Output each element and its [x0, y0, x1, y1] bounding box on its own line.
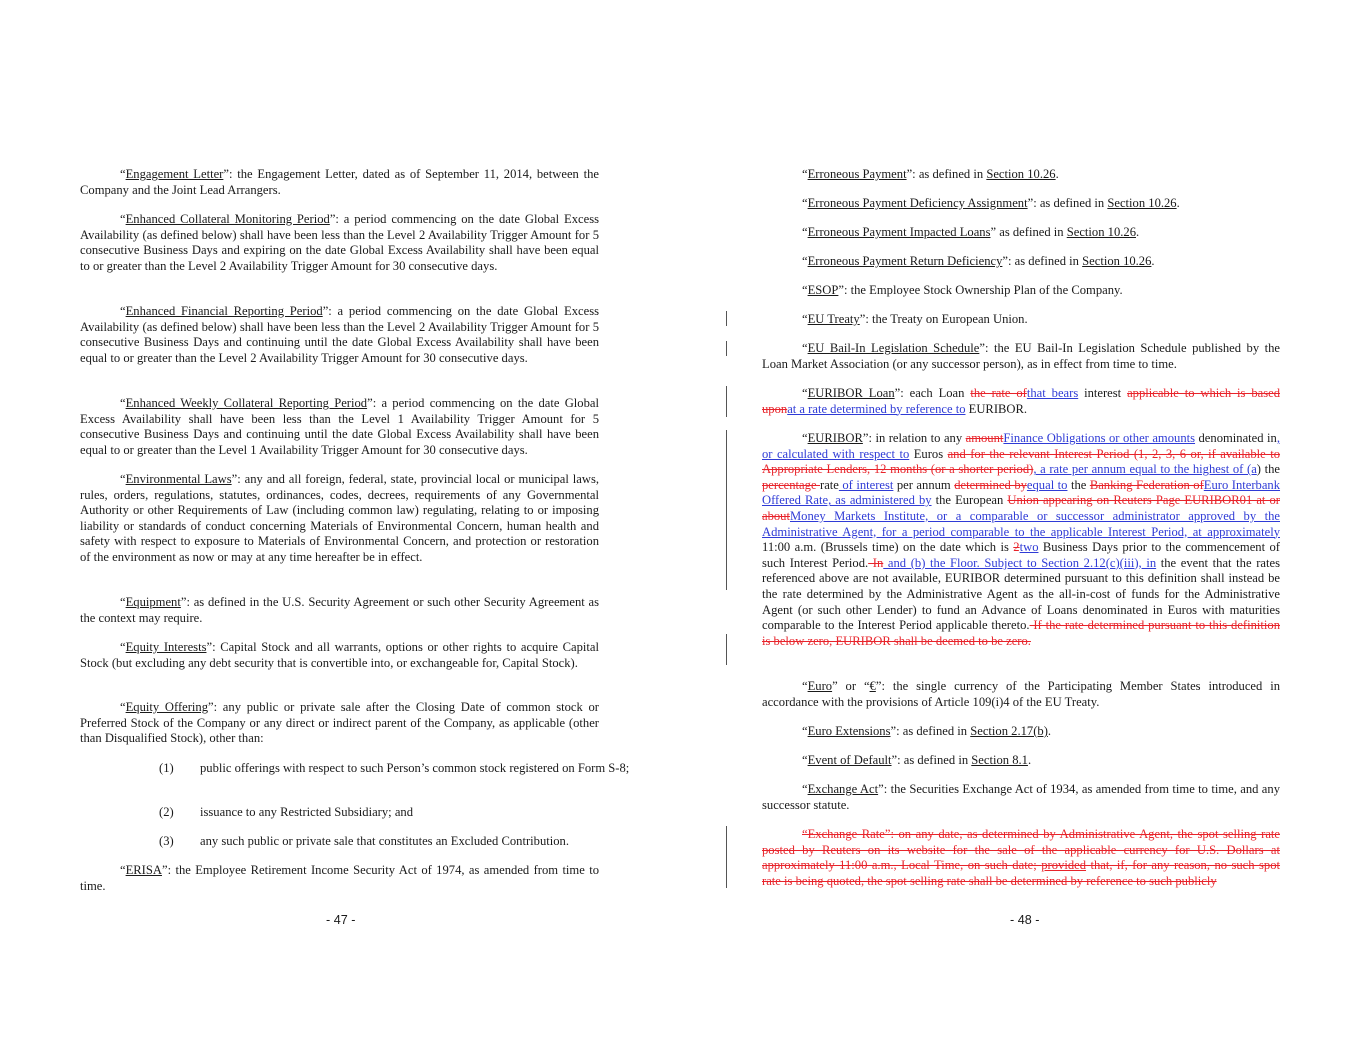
- change-bar: [726, 634, 727, 665]
- definition-euro: “Euro” or “€”: the single currency of the Participating Member States introduced in accordance with the provisions of Article 109(i)4 of the EU Treaty.: [762, 679, 1281, 709]
- deleted-text: the rate of: [970, 386, 1027, 400]
- defined-term: Euro: [807, 679, 833, 693]
- definition-erroneous-return: “Erroneous Payment Return Deficiency”: as defined in Section 10.26.: [802, 254, 1155, 268]
- change-bar: [726, 826, 727, 888]
- inserted-text: , a rate per annum equal to the highest of (a: [1033, 462, 1257, 477]
- defined-term: €: [869, 679, 876, 693]
- defined-term: Equipment: [125, 595, 181, 609]
- defined-term: Erroneous Payment Return Deficiency: [807, 254, 1003, 268]
- definition-erroneous-payment: “Erroneous Payment”: as defined in Section 10.26.: [802, 167, 1059, 181]
- definition-event-of-default: “Event of Default”: as defined in Section 8.1.: [802, 753, 1032, 767]
- inserted-text: , or calculated with respect to: [762, 431, 1280, 461]
- page-number: - 47 -: [326, 913, 356, 927]
- deleted-text: 2: [1013, 540, 1020, 555]
- inserted-text: equal to: [1026, 477, 1068, 492]
- section-reference[interactable]: Section 2.17(b): [970, 724, 1048, 738]
- list-item: (1) public offerings with respect to such Person’s common stock registered on Form S-8;: [159, 761, 630, 775]
- defined-term: Erroneous Payment Impacted Loans: [807, 225, 991, 239]
- definition-eu-bailin: “EU Bail-In Legislation Schedule”: the EU Bail-In Legislation Schedule published by the Loan Market Association (or any successor person), as in effect from time to time.: [762, 341, 1280, 371]
- definition-exchange-rate: [762, 827, 1280, 889]
- definition-equity-offering: “Equity Offering”: any public or private sale after the Closing Date of common stock or Preferred Stock of the Company or any direct or indirect parent of the Company, as applicable (other than Disqualified Stock), other than:: [80, 700, 599, 746]
- definition-euribor-loan: “EURIBOR Loan”: each Loan the rate ofthat bears interest applicable to which is based uponat a rate determined by reference to EURIBOR.: [762, 386, 1280, 416]
- deleted-text: that, if, for any reason, no such spot rate is being quoted, the spot selling rate shall be determined by reference to such publicly: [762, 858, 1281, 888]
- change-bar: [726, 311, 727, 326]
- definition-engagement-letter: “Engagement Letter”: the Engagement Letter, dated as of September 11, 2014, between the Company and the Joint Lead Arrangers.: [80, 167, 599, 197]
- section-reference[interactable]: Section 10.26: [1082, 254, 1152, 268]
- definition-enhanced-financial: “Enhanced Financial Reporting Period”: a period commencing on the date Global Excess Availability (as defined below) shall have been less than the Level 2 Availability Trigger Amount for 5 consecutive Business Days and continuing until the date Global Excess Availability shall have been equal to or greater than the Level 2 Availability Trigger Amount for 30 consecutive days.: [80, 304, 599, 365]
- definition-erroneous-deficiency: “Erroneous Payment Deficiency Assignment”: as defined in Section 10.26.: [802, 196, 1180, 210]
- change-bar: [726, 386, 727, 417]
- change-bar: [726, 341, 727, 356]
- page-number: - 48 -: [1010, 913, 1040, 927]
- inserted-text: and (b) the Floor. Subject to Section 2.12(c)(iii), in: [883, 555, 1157, 570]
- defined-term: Exchange Act: [807, 782, 879, 796]
- defined-term: Environmental Laws: [125, 472, 232, 486]
- section-reference[interactable]: Section 10.26: [1107, 196, 1177, 210]
- defined-term: ESOP: [807, 283, 839, 297]
- defined-term: Equity Interests: [125, 640, 207, 654]
- inserted-text: Euro Interbank Offered Rate, as administered by: [762, 477, 1281, 508]
- deleted-text: Banking Federation of: [1089, 477, 1204, 492]
- definition-equipment: “Equipment”: as defined in the U.S. Security Agreement or such other Security Agreement as the context may require.: [80, 595, 599, 625]
- defined-term: Enhanced Financial Reporting Period: [125, 304, 323, 318]
- inserted-text: at a rate determined by reference to: [787, 401, 966, 416]
- deleted-text: percentage: [762, 477, 821, 492]
- defined-term: Erroneous Payment: [807, 167, 907, 181]
- deleted-text: “Exchange Rate”: on any date, as determined by Administrative Agent, the spot selling rate posted by Reuters on its website for the sale of the applicable currency for U.S. Dollars at approximately 11:00 a.m., Local Time, on such date;: [762, 827, 1280, 873]
- inserted-text: of interest: [838, 477, 894, 492]
- list-item: (3) any such public or private sale that constitutes an Excluded Contribution.: [159, 834, 569, 848]
- definition-environmental-laws: “Environmental Laws”: any and all foreign, federal, state, provincial local or municipal laws, rules, orders, regulations, statutes, ordinances, codes, decrees, requirements of any Governmental Authority or other Requirements of Law (including common law) regulating, relating to or imposing liability or standards of conduct concerning Materials of Environmental Concern, human health and safety with respect to exposure to Materials of Environmental Concern, and protection or restoration of the environment as now or may at any time hereafter be in effect.: [80, 472, 599, 564]
- inserted-text: Money Markets Institute, or a comparable or successor administrator approved by the Administrative Agent, for a period comparable to the applicable Interest Period, at approximately: [762, 508, 1280, 539]
- deleted-text: Union appearing on Reuters Page EURIBOR01 at or about: [762, 493, 1280, 523]
- definition-euro-extensions: “Euro Extensions”: as defined in Section 2.17(b).: [802, 724, 1052, 738]
- deleted-text: amount: [965, 431, 1004, 445]
- definition-euribor: “EURIBOR”: in relation to any amountFinance Obligations or other amounts denominated in, or calculated with respect to Euros and for the relevant Interest Period (1, 2, 3, 6 or, if available to Appropriate Lenders, 12 months (or a shorter period), a rate per annum equal to the highest of (a) the percentage rate of interest per annum determined byequal to the Banking Federation ofEuro Interbank Offered Rate, as administered by the European Union appearing on Reuters Page EURIBOR01 at or aboutMoney Markets Institute, or a comparable or successor administrator approved by the Administrative Agent, for a period comparable to the applicable Interest Period, at approximately 11:00 a.m. (Brussels time) on the date which is 2two Business Days prior to the commencement of such Interest Period. In and (b) the Floor. Subject to Section 2.12(c)(iii), in the event that the rates referenced above are not available, EURIBOR determined pursuant to this definition shall instead be the rate determined by the Administrative Agent as the all-in-cost of funds for the Administrative Agent (or such other Lender) to fund an Advance of Loans denominated in Euros with maturities comparable to the Interest Period applicable thereto. If the rate determined pursuant to this definition is below zero, EURIBOR shall be deemed to be zero.: [762, 431, 1281, 648]
- definition-enhanced-collateral: “Enhanced Collateral Monitoring Period”: a period commencing on the date Global Excess Availability (as defined below) shall have been less than the Level 2 Availability Trigger Amount for 5 consecutive Business Days and expiring on the date Global Excess Availability shall have been equal to or greater than the Level 2 Availability Trigger Amount for 30 consecutive days.: [80, 212, 599, 273]
- defined-term: Equity Offering: [125, 700, 209, 714]
- change-bar: [726, 430, 727, 590]
- section-reference[interactable]: Section 10.26: [1066, 225, 1136, 239]
- deleted-text: and for the relevant Interest Period (1, 2, 3, 6 or, if available to Appropriate Lenders, 12 months (or a shorter period): [762, 446, 1281, 477]
- defined-term: EU Bail-In Legislation Schedule: [807, 341, 980, 355]
- definition-enhanced-weekly: “Enhanced Weekly Collateral Reporting Period”: a period commencing on the date Global Excess Availability shall have been less than the Level 1 Availability Trigger Amount for 5 consecutive Business Days and continuing until the date Global Excess Availability shall have been equal to or greater than the Level 1 Availability Trigger Amount for 30 consecutive days.: [80, 396, 599, 457]
- defined-term: EU Treaty: [807, 312, 860, 326]
- deleted-text: If the rate determined pursuant to this definition is below zero, EURIBOR shall be deemed to be zero.: [762, 618, 1280, 648]
- defined-term: Enhanced Weekly Collateral Reporting Period: [125, 396, 368, 410]
- definition-erisa: “ERISA”: the Employee Retirement Income Security Act of 1974, as amended from time to time.: [80, 863, 599, 893]
- defined-term: Event of Default: [807, 753, 892, 767]
- definition-eu-treaty: “EU Treaty”: the Treaty on European Union.: [802, 312, 1028, 326]
- inserted-text: that bears: [1026, 386, 1079, 400]
- definition-erroneous-impacted: “Erroneous Payment Impacted Loans” as defined in Section 10.26.: [802, 225, 1140, 239]
- deleted-text: applicable to which is based upon: [762, 386, 1280, 416]
- section-reference[interactable]: Section 10.26: [986, 167, 1056, 181]
- defined-term: ERISA: [125, 863, 162, 877]
- defined-term: EURIBOR: [807, 431, 863, 445]
- defined-term: Engagement Letter: [125, 167, 224, 181]
- definition-exchange-act: “Exchange Act”: the Securities Exchange Act of 1934, as amended from time to time, and any successor statute.: [762, 782, 1280, 812]
- defined-term: Enhanced Collateral Monitoring Period: [125, 212, 330, 226]
- list-item: (2) issuance to any Restricted Subsidiary; and: [159, 805, 413, 819]
- deleted-text: determined by: [954, 477, 1027, 492]
- section-reference[interactable]: Section 8.1: [971, 753, 1028, 767]
- defined-term: Euro Extensions: [807, 724, 891, 738]
- inserted-text: two: [1019, 540, 1039, 555]
- defined-term: EURIBOR Loan: [807, 386, 895, 400]
- deleted-text: provided: [1041, 858, 1087, 873]
- definition-esop: “ESOP”: the Employee Stock Ownership Plan of the Company.: [802, 283, 1123, 297]
- deleted-text: In: [868, 555, 884, 570]
- definition-equity-interests: “Equity Interests”: Capital Stock and all warrants, options or other rights to acquire Capital Stock (but excluding any debt security that is convertible into, or exchangeable for, Capital Stock).: [80, 640, 599, 670]
- inserted-text: Finance Obligations or other amounts: [1003, 431, 1196, 445]
- defined-term: Erroneous Payment Deficiency Assignment: [807, 196, 1028, 210]
